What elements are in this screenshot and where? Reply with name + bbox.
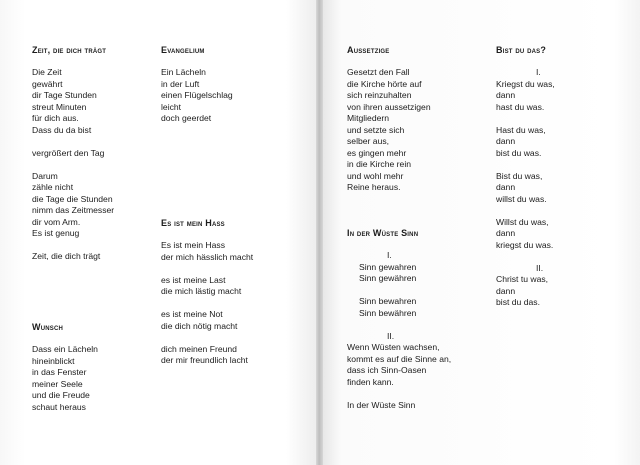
poem-line: die Tage die Stunden xyxy=(32,193,113,204)
poem-line: streut Minuten xyxy=(32,101,87,112)
stanza xyxy=(347,342,451,388)
poem-line: für dich aus. xyxy=(32,113,79,123)
poem-line: Dass du da bist xyxy=(32,124,92,135)
poem-line: und die Freude xyxy=(32,390,90,400)
part-number: II. xyxy=(387,330,395,341)
poem-line: in die Kirche rein xyxy=(347,159,412,169)
poem-line: Dass ein Lächeln xyxy=(32,344,98,354)
stanza xyxy=(496,274,555,309)
poem-line: sich reinzuhalten xyxy=(347,90,412,100)
poem-line: hineinblickt xyxy=(32,355,75,366)
poem-title: Aussetzige xyxy=(347,45,390,55)
poem-line: der mich hässlich macht xyxy=(161,251,254,262)
poem-line: in der Luft xyxy=(161,78,200,89)
poem-line: und setzte sich xyxy=(347,124,405,135)
poem-line: dir Tage Stunden xyxy=(32,90,97,100)
poem-line: zähle nicht xyxy=(32,182,74,192)
poem-line: schaut heraus xyxy=(32,401,86,412)
poem-line: Mitgliedern xyxy=(347,113,390,123)
poem-line: nimm das Zeitmesser xyxy=(32,205,115,215)
poem-line: Sinn gewahren xyxy=(359,261,417,272)
poem-line: einen Flügelschlag xyxy=(161,90,233,100)
poem-line: dann xyxy=(496,90,516,100)
stanza xyxy=(347,262,451,285)
poem-line: es gingen mehr xyxy=(347,147,407,158)
stanza xyxy=(32,171,114,240)
stanza xyxy=(161,275,253,298)
poem-line: Kriegst du was, xyxy=(496,78,555,89)
poem-line: leicht xyxy=(161,101,182,112)
poem-line: Sinn gewähren xyxy=(359,273,417,283)
poem-line: hast du was. xyxy=(496,101,545,112)
stanza xyxy=(32,67,114,136)
poem-line: Es ist genug xyxy=(32,228,80,238)
poem-line: Gesetzt den Fall xyxy=(347,67,410,77)
stanza xyxy=(496,125,555,160)
poem-line: bist du was. xyxy=(496,147,542,158)
poem-title: Zeit, die dich trägt xyxy=(32,45,107,55)
poem-wunsch xyxy=(32,322,98,413)
poem-line: kommt es auf die Sinne an, xyxy=(347,353,452,364)
poem-line: Willst du was, xyxy=(496,216,549,227)
stanza xyxy=(496,79,555,114)
poem-line: dann xyxy=(496,136,516,146)
stanza xyxy=(161,309,253,332)
poem-line: finden kann. xyxy=(347,376,394,387)
stanza xyxy=(496,171,555,206)
poem-line: Hast du was, xyxy=(496,124,546,135)
poem-line: doch geerdet xyxy=(161,113,212,123)
stanza xyxy=(161,67,233,125)
poem-line: meiner Seele xyxy=(32,378,83,389)
poem-line: Sinn bewahren xyxy=(359,296,417,306)
part-number: I. xyxy=(387,250,392,260)
poem-line: In der Wüste Sinn xyxy=(347,399,416,410)
poem-line: dass ich Sinn-Oasen xyxy=(347,365,427,375)
poem-aussaetzige xyxy=(347,45,431,194)
poem-line: dich meinen Freund xyxy=(161,343,237,354)
poem-line: Zeit, die dich trägt xyxy=(32,251,101,261)
poem-line: selber aus, xyxy=(347,136,390,146)
poem-evangelium xyxy=(161,45,233,125)
poem-line: der mir freundlich lacht xyxy=(161,355,248,365)
poem-line: willst du was. xyxy=(496,193,547,204)
poem-line: Wenn Wüsten wachsen, xyxy=(347,342,440,352)
poem-bist xyxy=(496,45,555,309)
poem-line: die mich lästig macht xyxy=(161,286,242,296)
poem-line: bist du das. xyxy=(496,297,540,307)
poem-line: dann xyxy=(496,285,516,296)
stanza xyxy=(347,67,431,194)
poem-line: kriegst du was. xyxy=(496,239,554,250)
poem-line: die dich nötig macht xyxy=(161,320,238,331)
poem-line: von ihren aussetzigen xyxy=(347,101,431,112)
poem-line: es ist meine Last xyxy=(161,274,226,285)
stanza xyxy=(347,400,451,412)
page-fold xyxy=(316,0,323,465)
poem-line: und wohl mehr xyxy=(347,170,404,181)
stanza xyxy=(347,296,451,319)
part-number: II. xyxy=(536,262,544,273)
stanza xyxy=(161,344,253,367)
stanza xyxy=(32,251,114,263)
poem-line: Darum xyxy=(32,170,58,181)
stanza xyxy=(32,344,98,413)
poem-title: Wunsch xyxy=(32,322,64,332)
poem-wueste xyxy=(347,228,451,411)
stanza xyxy=(32,148,114,160)
poem-line: Es ist mein Hass xyxy=(161,240,225,250)
poem-line: Ein Lächeln xyxy=(161,67,206,77)
poem-line: in das Fenster xyxy=(32,367,87,377)
poem-line: die Kirche hörte auf xyxy=(347,78,422,89)
poem-title: In der Wüste Sinn xyxy=(347,228,419,238)
poem-line: dann xyxy=(496,228,516,238)
poem-line: Reine heraus. xyxy=(347,182,401,192)
poem-line: Die Zeit xyxy=(32,67,62,77)
poem-line: gewährt xyxy=(32,78,63,89)
poem-line: Christ tu was, xyxy=(496,274,549,284)
poem-hass xyxy=(161,218,253,367)
poem-title: Bist du das? xyxy=(496,45,547,55)
stanza xyxy=(161,240,253,263)
poem-line: dir vom Arm. xyxy=(32,216,81,227)
poem-title: Evangelium xyxy=(161,45,205,55)
poem-zeit xyxy=(32,45,114,263)
part-number: I. xyxy=(536,67,541,77)
poem-line: vergrößert den Tag xyxy=(32,147,105,158)
poem-line: dann xyxy=(496,182,516,192)
poem-line: es ist meine Not xyxy=(161,309,223,319)
poem-line: Sinn bewähren xyxy=(359,307,417,318)
poem-line: Bist du was, xyxy=(496,170,543,181)
poem-title: Es ist mein Hass xyxy=(161,218,225,228)
stanza xyxy=(496,217,555,252)
